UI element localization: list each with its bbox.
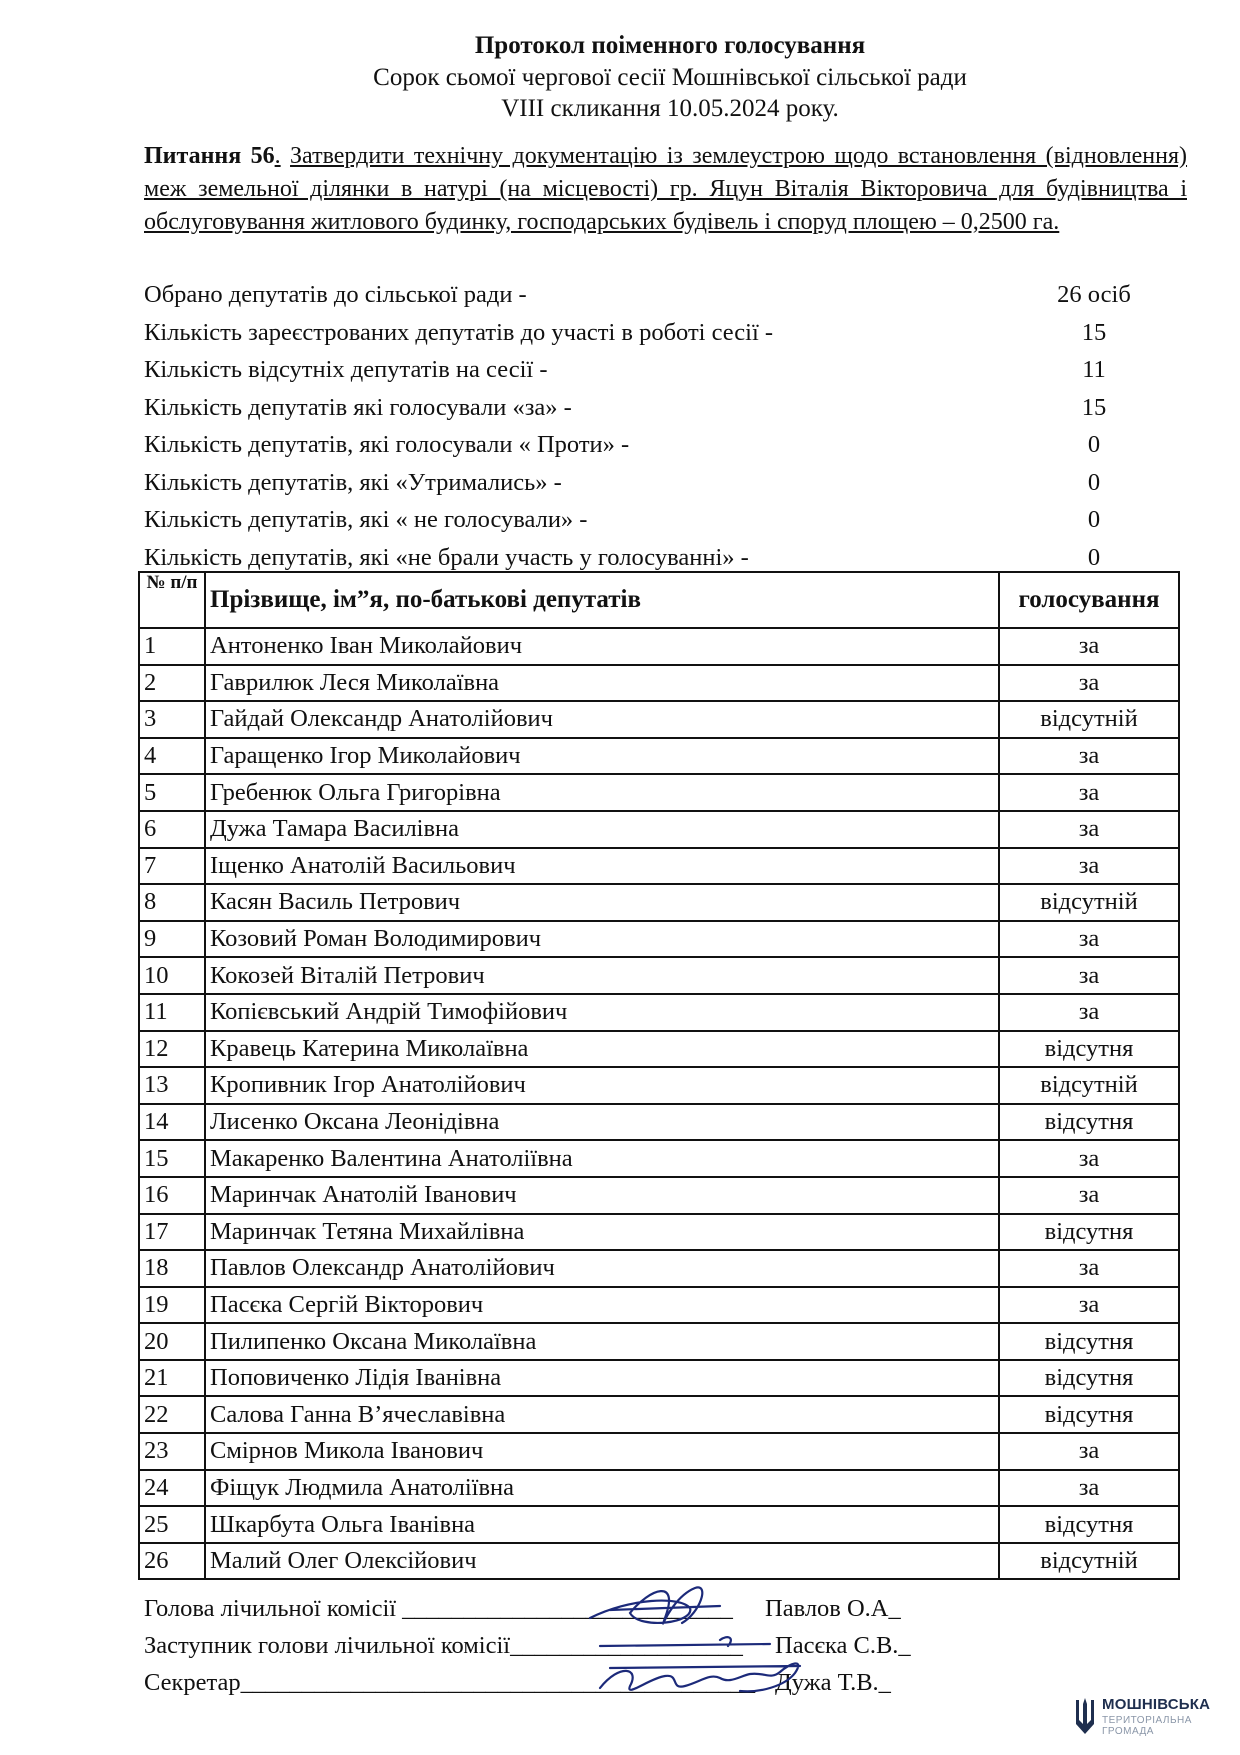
stat-value: 0 bbox=[1087, 543, 1101, 571]
vote-result: за bbox=[999, 1250, 1179, 1287]
session-subtitle: Сорок сьомої чергової сесії Мошнівської сільської ради bbox=[373, 64, 967, 91]
document-header bbox=[0, 30, 1240, 124]
table-row bbox=[139, 1396, 1179, 1433]
table-row bbox=[139, 628, 1179, 665]
deputy-name: Фіщук Людмила Анатоліївна bbox=[205, 1470, 999, 1507]
deputy-name: Смірнов Микола Іванович bbox=[205, 1433, 999, 1470]
question-block: Питання 56. Затвердити технічну документацію із землеустрою щодо встановлення (відновлення) меж земельної ділянки в натурі (на місцевості) гр. Яцун Віталія Вікторовича для будівництва і обслуговування житлового будинку, господарських будівель і споруд площею – 0,2500 га. bbox=[144, 143, 1188, 235]
signatory-role: Секретар__________________________________________ bbox=[144, 1669, 756, 1696]
table-row bbox=[139, 1470, 1179, 1507]
vote-statistics bbox=[144, 276, 1144, 576]
vote-result: за bbox=[999, 1140, 1179, 1177]
stat-value: 0 bbox=[1087, 506, 1101, 533]
table-row bbox=[139, 957, 1179, 994]
row-number: 18 bbox=[139, 1250, 205, 1287]
deputy-name: Кропивник Ігор Анатолійович bbox=[205, 1067, 999, 1104]
signatory-role: Голова лічильної комісії ___________________________ bbox=[144, 1595, 733, 1622]
deputy-name: Пасєка Сергій Вікторович bbox=[205, 1287, 999, 1324]
deputy-name: Пилипенко Оксана Миколаївна bbox=[205, 1323, 999, 1360]
column-number-header: № п/п bbox=[139, 572, 205, 628]
deputy-name: Кокозей Віталій Петрович bbox=[205, 957, 999, 994]
row-number: 11 bbox=[139, 994, 205, 1031]
signatory-name: Пасєка С.В._ bbox=[775, 1632, 911, 1659]
row-number: 8 bbox=[139, 884, 205, 921]
stat-row bbox=[144, 501, 1144, 539]
column-name-header: Прізвище, ім”я, по-батькові депутатів bbox=[205, 572, 999, 628]
question-label: Питання 56 bbox=[144, 143, 275, 169]
stat-row bbox=[144, 314, 1144, 352]
stat-label: Кількість відсутніх депутатів на сесії - bbox=[144, 356, 548, 383]
vote-result: відсутній bbox=[999, 884, 1179, 921]
table-row bbox=[139, 1250, 1179, 1287]
deputy-name: Антоненко Іван Миколайович bbox=[205, 628, 999, 665]
deputy-name: Маринчак Анатолій Іванович bbox=[205, 1177, 999, 1214]
table-row bbox=[139, 1214, 1179, 1251]
deputy-name: Гребенюк Ольга Григорівна bbox=[205, 774, 999, 811]
vote-result: відсутній bbox=[999, 1067, 1179, 1104]
table-row bbox=[139, 1323, 1179, 1360]
stat-row bbox=[144, 276, 1144, 314]
row-number: 15 bbox=[139, 1140, 205, 1177]
row-number: 26 bbox=[139, 1543, 205, 1580]
table-row bbox=[139, 1287, 1179, 1324]
row-number: 25 bbox=[139, 1506, 205, 1543]
deputy-name: Дужа Тамара Василівна bbox=[205, 811, 999, 848]
row-number: 3 bbox=[139, 701, 205, 738]
stat-value: 0 bbox=[1087, 468, 1101, 496]
row-number: 13 bbox=[139, 1067, 205, 1104]
stat-row bbox=[144, 389, 1144, 427]
row-number: 10 bbox=[139, 957, 205, 994]
row-number: 19 bbox=[139, 1287, 205, 1324]
question-text: Затвердити технічну документацію із землеустрою щодо встановлення (відновлення) меж земельної ділянки в натурі (на місцевості) гр. Яцун Віталія Вікторовича для будівництва і обслуговування житлового будинку, господарських будівель і споруд площею – 0,2500 га. bbox=[144, 143, 1188, 235]
document-title: Протокол поіменного голосування bbox=[474, 32, 866, 59]
vote-result: відсутній bbox=[999, 1543, 1179, 1580]
vote-result: відсутня bbox=[999, 1214, 1179, 1251]
table-row bbox=[139, 1031, 1179, 1068]
row-number: 5 bbox=[139, 774, 205, 811]
stat-value: 15 bbox=[1081, 393, 1107, 421]
vote-result: за bbox=[999, 848, 1179, 885]
stat-label: Кількість зареєстрованих депутатів до участі в роботі сесії - bbox=[144, 318, 774, 346]
vote-result: за bbox=[999, 811, 1179, 848]
vote-result: за bbox=[999, 774, 1179, 811]
row-number: 24 bbox=[139, 1470, 205, 1507]
vote-result: відсутній bbox=[999, 701, 1179, 738]
column-vote-header: голосування bbox=[999, 572, 1179, 628]
table-row bbox=[139, 884, 1179, 921]
table-row bbox=[139, 848, 1179, 885]
signatory-name: Павлов О.А_ bbox=[765, 1595, 901, 1622]
row-number: 16 bbox=[139, 1177, 205, 1214]
stat-value: 11 bbox=[1082, 356, 1106, 383]
deputy-name: Козовий Роман Володимирович bbox=[205, 921, 999, 958]
stat-row bbox=[144, 426, 1144, 464]
vote-result: за bbox=[999, 1177, 1179, 1214]
row-number: 23 bbox=[139, 1433, 205, 1470]
table-row bbox=[139, 1433, 1179, 1470]
deputy-name: Маринчак Тетяна Михайлівна bbox=[205, 1214, 999, 1251]
row-number: 9 bbox=[139, 921, 205, 958]
table-row bbox=[139, 738, 1179, 775]
table-row bbox=[139, 701, 1179, 738]
vote-result: відсутня bbox=[999, 1360, 1179, 1397]
stat-value: 0 bbox=[1087, 431, 1101, 458]
row-number: 4 bbox=[139, 738, 205, 775]
row-number: 21 bbox=[139, 1360, 205, 1397]
vote-result: за bbox=[999, 665, 1179, 702]
roll-call-table bbox=[138, 571, 1180, 1580]
row-number: 17 bbox=[139, 1214, 205, 1251]
table-header-row bbox=[139, 572, 1179, 628]
vote-result: за bbox=[999, 1433, 1179, 1470]
table-row bbox=[139, 1360, 1179, 1397]
vote-result: за bbox=[999, 738, 1179, 775]
table-row bbox=[139, 774, 1179, 811]
table-row bbox=[139, 811, 1179, 848]
deputy-name: Шкарбута Ольга Іванівна bbox=[205, 1506, 999, 1543]
stat-row bbox=[144, 351, 1144, 389]
deputy-name: Кравець Катерина Миколаївна bbox=[205, 1031, 999, 1068]
deputy-name: Гайдай Олександр Анатолійович bbox=[205, 701, 999, 738]
deputy-name: Поповиченко Лідія Іванівна bbox=[205, 1360, 999, 1397]
stat-label: Кількість депутатів які голосували «за» - bbox=[144, 393, 572, 421]
signatory-name: Дужа Т.В._ bbox=[775, 1669, 891, 1696]
row-number: 6 bbox=[139, 811, 205, 848]
deputy-name: Макаренко Валентина Анатоліївна bbox=[205, 1140, 999, 1177]
table-row bbox=[139, 1067, 1179, 1104]
stat-row bbox=[144, 464, 1144, 502]
deputy-name: Іщенко Анатолій Васильович bbox=[205, 848, 999, 885]
handwritten-signatures bbox=[570, 1568, 900, 1718]
vote-result: за bbox=[999, 1287, 1179, 1324]
stat-label: Кількість депутатів, які « не голосували» - bbox=[144, 506, 588, 533]
logo-line-1: МОШНІВСЬКА bbox=[1102, 1696, 1211, 1713]
vote-result: за bbox=[999, 628, 1179, 665]
deputy-name: Копієвський Андрій Тимофійович bbox=[205, 994, 999, 1031]
vote-result: за bbox=[999, 994, 1179, 1031]
stat-label: Кількість депутатів, які «Утримались» - bbox=[144, 468, 562, 496]
stat-label: Кількість депутатів, які «не брали участь у голосуванні» - bbox=[144, 543, 749, 571]
vote-result: відсутня bbox=[999, 1323, 1179, 1360]
row-number: 22 bbox=[139, 1396, 205, 1433]
vote-result: за bbox=[999, 957, 1179, 994]
table-row bbox=[139, 921, 1179, 958]
trident-icon bbox=[1074, 1696, 1096, 1736]
stat-label: Обрано депутатів до сільської ради - bbox=[144, 281, 527, 308]
deputy-name: Гаращенко Ігор Миколайович bbox=[205, 738, 999, 775]
deputy-name: Лисенко Оксана Леонідівна bbox=[205, 1104, 999, 1141]
row-number: 14 bbox=[139, 1104, 205, 1141]
row-number: 1 bbox=[139, 628, 205, 665]
table-row bbox=[139, 1177, 1179, 1214]
deputy-name: Павлов Олександр Анатолійович bbox=[205, 1250, 999, 1287]
logo-line-3: ГРОМАДА bbox=[1102, 1726, 1154, 1737]
table-row bbox=[139, 994, 1179, 1031]
stat-value: 15 bbox=[1081, 318, 1107, 346]
vote-result: за bbox=[999, 1470, 1179, 1507]
vote-result: відсутня bbox=[999, 1396, 1179, 1433]
row-number: 20 bbox=[139, 1323, 205, 1360]
session-date: VIII скликання 10.05.2024 року. bbox=[501, 95, 839, 122]
logo-line-2: ТЕРИТОРІАЛЬНА bbox=[1102, 1715, 1192, 1726]
deputy-name: Гаврилюк Леся Миколаївна bbox=[205, 665, 999, 702]
signatory-role: Заступник голови лічильної комісії___________________ bbox=[144, 1632, 743, 1659]
vote-result: відсутня bbox=[999, 1506, 1179, 1543]
deputy-name: Салова Ганна В’ячеславівна bbox=[205, 1396, 999, 1433]
vote-result: відсутня bbox=[999, 1031, 1179, 1068]
table-row bbox=[139, 1140, 1179, 1177]
deputy-name: Малий Олег Олексійович bbox=[205, 1543, 999, 1580]
stat-value: 26 осіб bbox=[1057, 281, 1131, 308]
community-logo bbox=[1074, 1694, 1224, 1740]
row-number: 7 bbox=[139, 848, 205, 885]
vote-result: відсутня bbox=[999, 1104, 1179, 1141]
vote-result: за bbox=[999, 921, 1179, 958]
row-number: 12 bbox=[139, 1031, 205, 1068]
table-row bbox=[139, 1506, 1179, 1543]
row-number: 2 bbox=[139, 665, 205, 702]
table-row bbox=[139, 1104, 1179, 1141]
stat-label: Кількість депутатів, які голосували « Проти» - bbox=[144, 431, 630, 458]
deputy-name: Касян Василь Петрович bbox=[205, 884, 999, 921]
table-row bbox=[139, 665, 1179, 702]
